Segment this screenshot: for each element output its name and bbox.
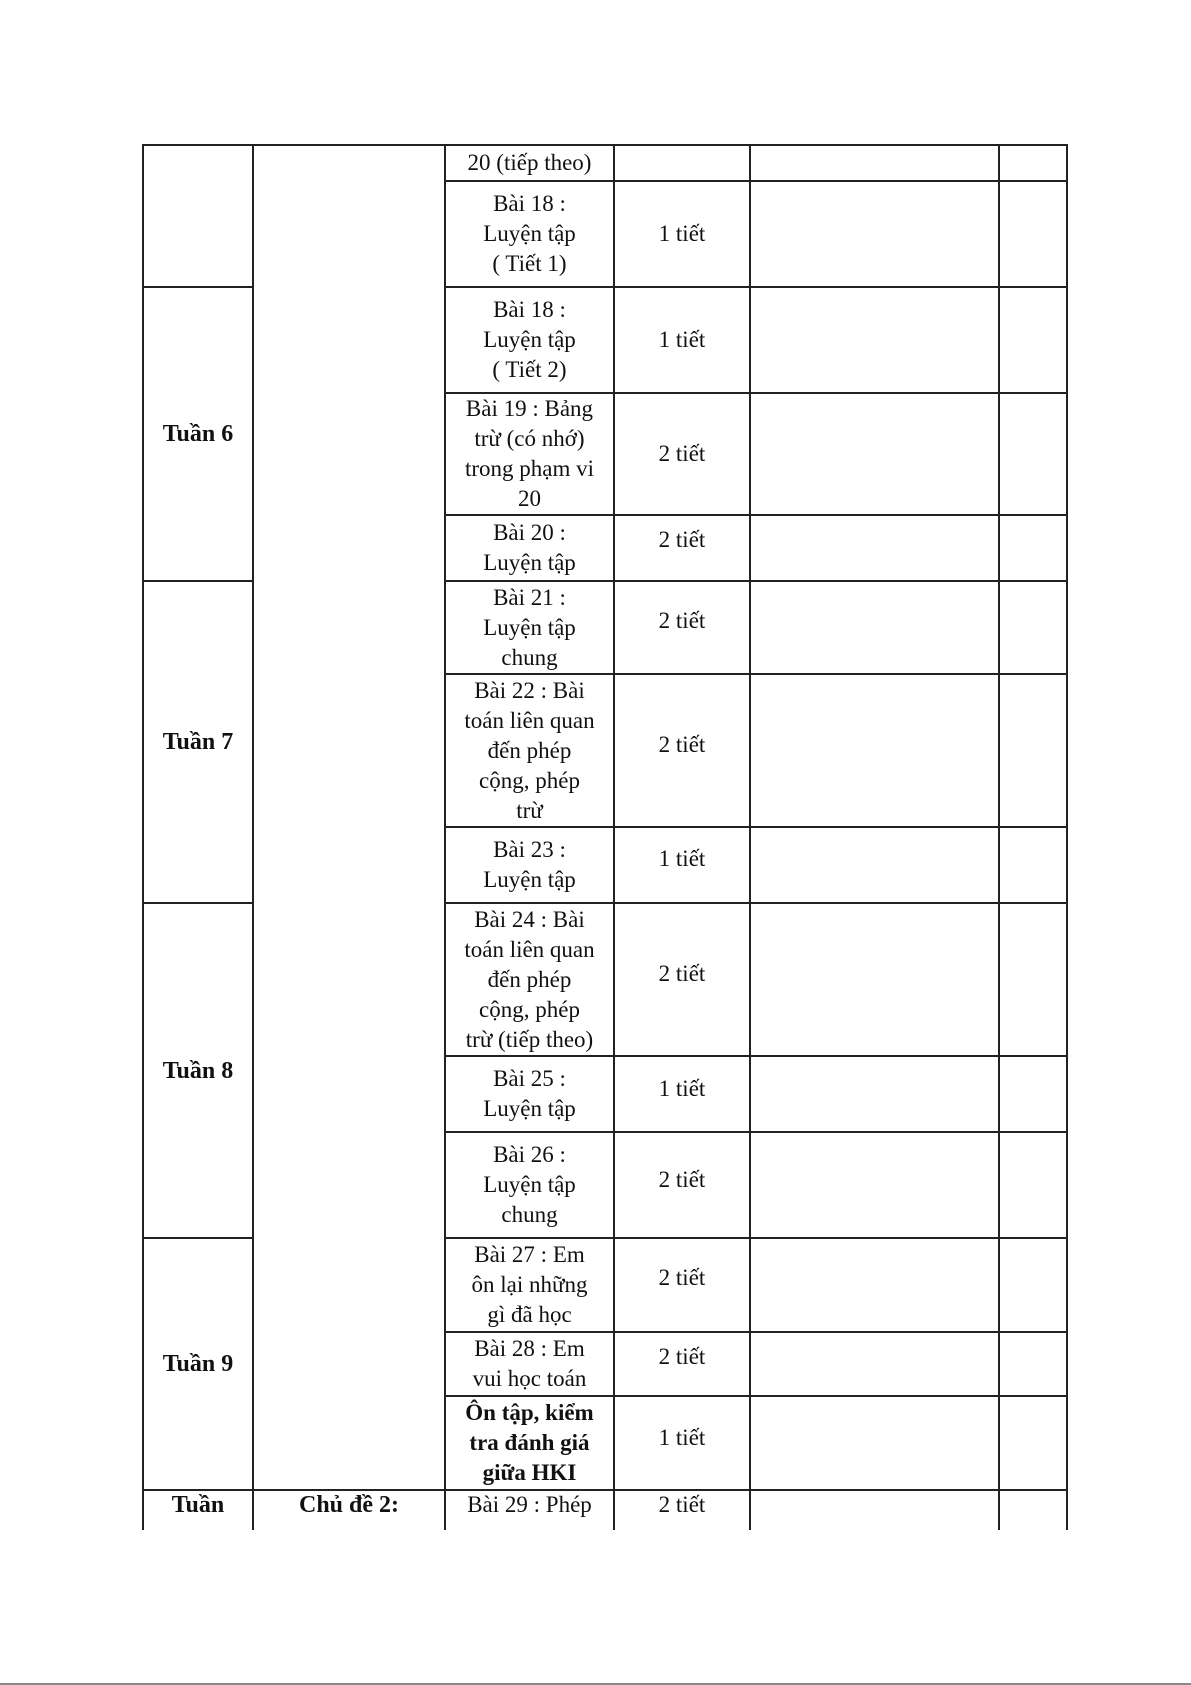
lesson-title: Bài 22 : Bài toán liên quan đến phép cộng, phép trừ: [464, 677, 595, 823]
table-border: [444, 580, 1068, 582]
lesson-title: Bài 24 : Bài toán liên quan đến phép cộng, phép trừ (tiếp theo): [464, 906, 595, 1052]
table-border: [142, 286, 254, 288]
table-border: [252, 145, 254, 1530]
week-label: Tuần 8: [162, 1057, 234, 1084]
table-border: [444, 826, 1068, 828]
week-label: Tuần: [171, 1492, 225, 1518]
lesson-title: Bài 23 : Luyện tập: [483, 837, 576, 892]
lesson-title: Bài 21 : Luyện tập chung: [483, 584, 576, 670]
lesson-title: Bài 26 : Luyện tập chung: [483, 1142, 576, 1227]
lesson-periods: 2 tiết: [658, 1167, 706, 1192]
week-label: Tuần 6: [162, 421, 234, 447]
lesson-periods: 1 tiết: [658, 1425, 706, 1450]
table-border: [444, 673, 1068, 675]
table-border: [142, 1489, 1068, 1491]
lesson-title: Bài 27 : Em ôn lại những gì đã học: [471, 1242, 588, 1327]
lesson-title: Bài 18 : Luyện tập ( Tiết 1): [483, 191, 576, 276]
table-border: [142, 902, 254, 904]
table-border: [142, 580, 254, 582]
lesson-periods: 2 tiết: [658, 961, 706, 986]
lesson-title: 20 (tiếp theo): [467, 150, 592, 175]
lesson-periods: 1 tiết: [658, 221, 706, 246]
topic-label: Chủ đề 2:: [298, 1492, 400, 1518]
table-border: [444, 1055, 1068, 1057]
table-border: [142, 1237, 254, 1239]
table-border: [444, 286, 1068, 288]
week-label: Tuần 7: [162, 729, 234, 755]
lesson-periods: 2 tiết: [658, 1492, 706, 1517]
table-border: [444, 1237, 1068, 1239]
table-border: [444, 1131, 1068, 1133]
lesson-title: Bài 29 : Phép: [467, 1492, 592, 1517]
lesson-title: Bài 28 : Em vui học toán: [472, 1336, 587, 1391]
lesson-title: Ôn tập, kiểm tra đánh giá giữa HKI: [465, 1400, 594, 1485]
lesson-title: Bài 19 : Bảng trừ (có nhớ) trong phạm vi 20: [464, 396, 595, 511]
table-border: [444, 902, 1068, 904]
table-border: [444, 514, 1068, 516]
lesson-periods: 2 tiết: [658, 608, 706, 633]
lesson-periods: 2 tiết: [658, 441, 706, 466]
table-border: [613, 145, 615, 1530]
table-border: [444, 392, 1068, 394]
lesson-periods: 2 tiết: [658, 527, 706, 552]
lesson-periods: 1 tiết: [658, 327, 706, 352]
week-label: Tuần 9: [162, 1351, 234, 1377]
lesson-title: Bài 20 : Luyện tập: [483, 520, 576, 575]
lesson-periods: 1 tiết: [658, 1076, 706, 1101]
table-border: [444, 145, 446, 1530]
table-border: [444, 1395, 1068, 1397]
table-border: [142, 145, 144, 1530]
table-border: [444, 1331, 1068, 1333]
lesson-periods: 1 tiết: [658, 846, 706, 871]
table-border: [998, 145, 1000, 1530]
lesson-title: Bài 18 : Luyện tập ( Tiết 2): [483, 297, 576, 382]
table-border: [142, 144, 1068, 146]
table-border: [444, 180, 1068, 182]
table-border: [749, 145, 751, 1530]
lesson-periods: 2 tiết: [658, 1265, 706, 1290]
lesson-periods: 2 tiết: [658, 732, 706, 757]
lesson-title: Bài 25 : Luyện tập: [483, 1066, 576, 1121]
lesson-periods: 2 tiết: [658, 1344, 706, 1369]
table-border: [1066, 145, 1068, 1530]
